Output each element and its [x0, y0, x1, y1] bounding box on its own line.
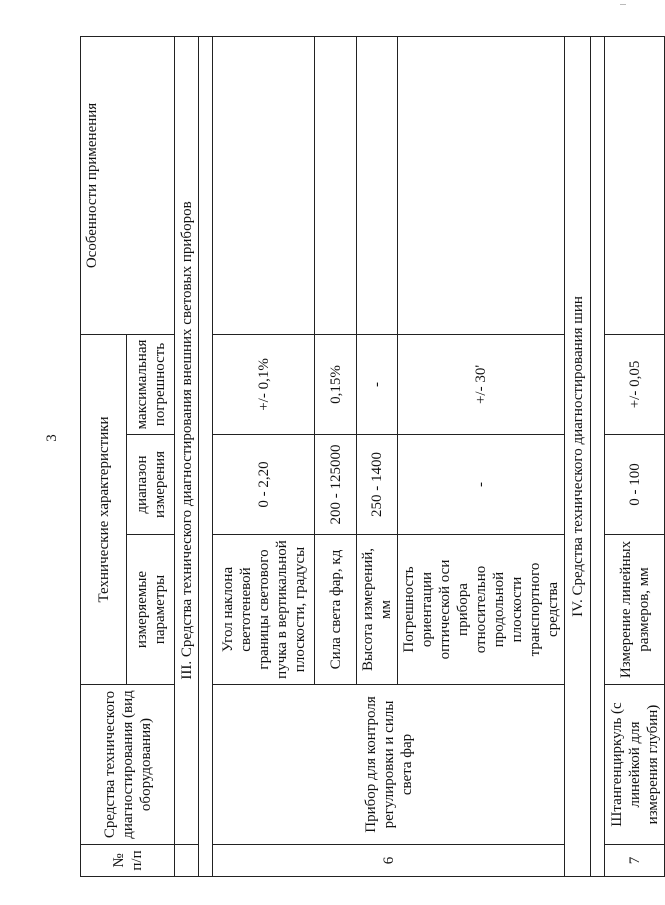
header-range: диапазон измерения	[127, 435, 175, 535]
empty-cell	[199, 36, 213, 876]
table-header-row	[81, 36, 127, 876]
features-cell	[213, 36, 315, 334]
spacer-row	[199, 36, 213, 876]
section-title: IV. Средства технического диагностирования шин	[565, 36, 591, 876]
param-cell: Угол наклона светотеневой границы светового пучка в вертикальной плоскости, градусы	[213, 535, 315, 685]
features-cell	[398, 36, 565, 334]
error-cell: -	[357, 334, 398, 434]
range-cell: -	[398, 435, 565, 535]
item-name: Прибор для контроля регулировки и силы света фар	[213, 685, 565, 845]
item-name: Штангенциркуль (с линейкой для измерения глубин)	[605, 685, 665, 845]
header-num: № п/п	[81, 845, 175, 877]
header-error: максимальная погрешность	[127, 334, 175, 434]
section-title-row	[175, 36, 199, 876]
table-row	[213, 36, 315, 876]
section-title-row	[565, 36, 591, 876]
equipment-table	[80, 36, 665, 877]
error-cell: 0,15%	[315, 334, 357, 434]
empty-cell	[591, 36, 605, 876]
features-cell	[605, 36, 665, 334]
header-params: измеряемые параметры	[127, 535, 175, 685]
error-cell: +/- 30'	[398, 334, 565, 434]
header-features: Особенности применения	[81, 36, 175, 334]
range-cell: 200 - 125000	[315, 435, 357, 535]
scan-mark	[620, 4, 626, 5]
features-cell	[357, 36, 398, 334]
range-cell: 0 - 100	[605, 435, 665, 535]
spacer-row	[591, 36, 605, 876]
header-tech: Технические характеристики	[81, 334, 127, 684]
range-cell: 0 - 2,20	[213, 435, 315, 535]
header-means: Средства технического диагностирования (вид оборудования)	[81, 685, 175, 845]
rotated-page	[80, 37, 661, 877]
param-cell: Измерение линейных размеров, мм	[605, 535, 665, 685]
features-cell	[315, 36, 357, 334]
item-num: 6	[213, 845, 565, 877]
page-number: 3	[44, 434, 60, 442]
table-row	[605, 36, 665, 876]
param-cell: Погрешность ориентации оптической оси прибора относительно продольной плоскости транспортного средства	[398, 535, 565, 685]
empty-cell	[175, 845, 199, 877]
param-cell: Сила света фар, кд	[315, 535, 357, 685]
error-cell: +/- 0,05	[605, 334, 665, 434]
item-num: 7	[605, 845, 665, 877]
range-cell: 250 - 1400	[357, 435, 398, 535]
error-cell: +/- 0,1%	[213, 334, 315, 434]
section-title: III. Средства технического диагностирования внешних световых приборов	[175, 36, 199, 844]
param-cell: Высота измерений, мм	[357, 535, 398, 685]
